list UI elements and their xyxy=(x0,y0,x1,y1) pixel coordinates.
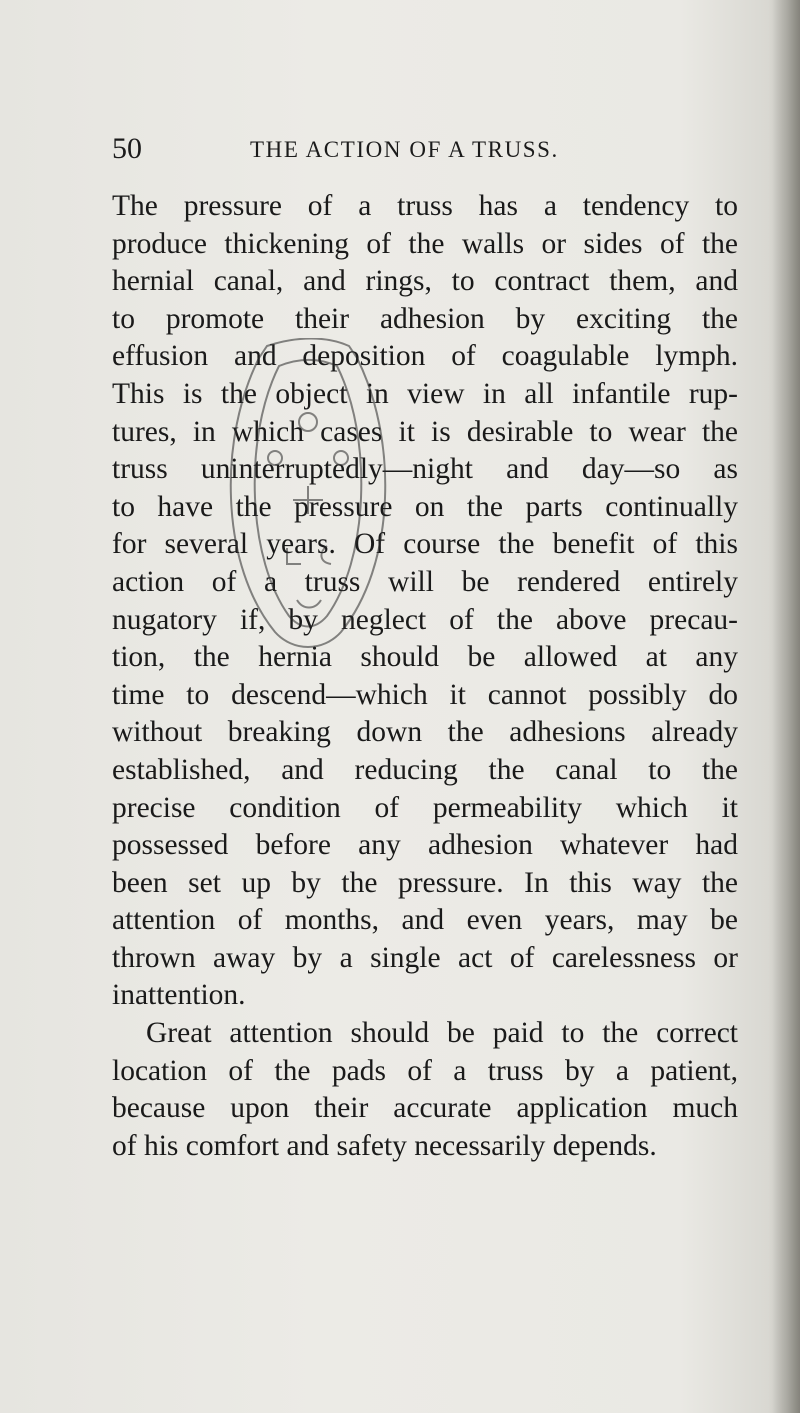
text-line: possessed before any adhesion whatever had xyxy=(112,829,738,862)
text-line: been set up by the pressure. In this way the xyxy=(112,866,738,899)
text-line: tion, the hernia should be allowed at any xyxy=(112,641,738,674)
text-line: hernial canal, and rings, to contract them, and xyxy=(112,265,738,298)
page-number: 50 xyxy=(112,132,142,165)
text-line: Great attention should be paid to the correct xyxy=(146,1017,738,1050)
text-line: without breaking down the adhesions already xyxy=(112,716,738,749)
page-edge-shadow xyxy=(772,0,800,1413)
text-line: inattention. xyxy=(112,979,246,1012)
text-line: location of the pads of a truss by a patient, xyxy=(112,1054,738,1087)
text-line: This is the object in view in all infantile rup- xyxy=(112,377,738,410)
text-line: nugatory if, by neglect of the above precau- xyxy=(112,603,738,636)
text-line: for several years. Of course the benefit of this xyxy=(112,528,738,561)
text-line: tures, in which cases it is desirable to wear the xyxy=(112,415,738,448)
text-line: truss uninterruptedly—night and day—so as xyxy=(112,453,738,486)
text-line: action of a truss will be rendered entirely xyxy=(112,565,738,598)
running-title: THE ACTION OF A TRUSS. xyxy=(250,137,559,162)
text-line: thrown away by a single act of carelessness or xyxy=(112,941,738,974)
paragraph-1 xyxy=(112,188,738,1015)
page-header xyxy=(112,131,732,171)
paragraph-2 xyxy=(112,1015,738,1165)
text-line: established, and reducing the canal to the xyxy=(112,753,738,786)
text-line: to promote their adhesion by exciting the xyxy=(112,302,738,335)
text-line: attention of months, and even years, may be xyxy=(112,904,738,937)
text-line: effusion and deposition of coagulable lymph. xyxy=(112,340,738,373)
text-line: because upon their accurate application much xyxy=(112,1092,738,1125)
text-line: precise condition of permeability which it xyxy=(112,791,738,824)
text-line: to have the pressure on the parts continually xyxy=(112,490,738,523)
body-text xyxy=(112,188,738,1165)
text-line: The pressure of a truss has a tendency to xyxy=(112,190,738,222)
text-line: time to descend—which it cannot possibly do xyxy=(112,678,738,711)
text-line: of his comfort and safety necessarily depends. xyxy=(112,1129,657,1162)
text-line: produce thickening of the walls or sides of the xyxy=(112,227,738,260)
